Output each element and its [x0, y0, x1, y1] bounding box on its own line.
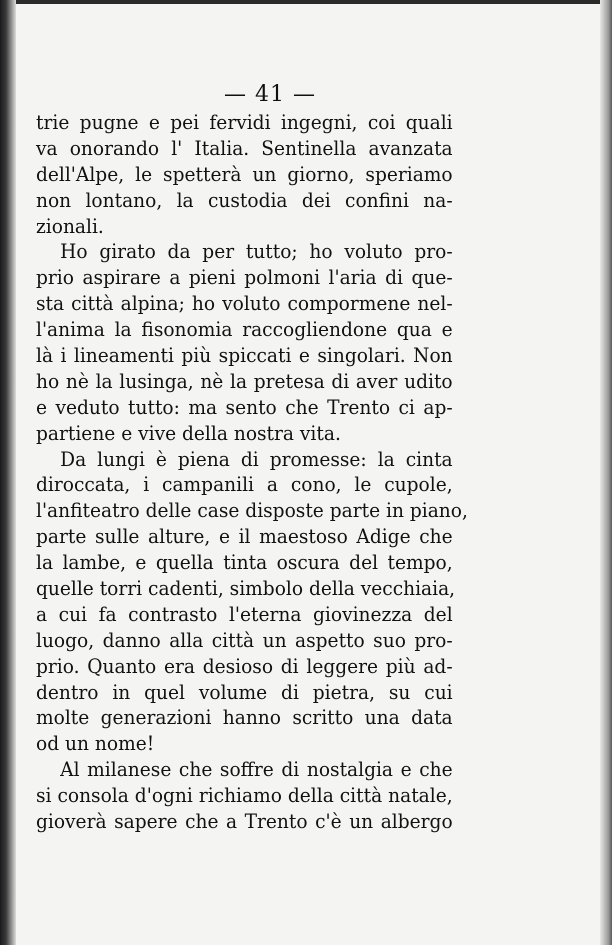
text-line: quelle torri cadenti, simbolo della vecchiaia, — [36, 576, 456, 601]
body-text — [36, 110, 468, 835]
text-line: parte sulle alture, e il maestoso Adige che — [36, 524, 453, 549]
text-line: Ho girato da per tutto; ho voluto pro- — [60, 239, 453, 264]
text-line: Da lungi è piena di promesse: la cinta — [60, 446, 453, 471]
page-right-edge — [600, 0, 612, 945]
text-line: prio aspirare a pieni polmoni l'aria di que- — [36, 265, 453, 290]
text-line: Al milanese che soffre di nostalgia e che — [60, 757, 453, 782]
text-line: gioverà sapere che a Trento c'è un albergo — [36, 809, 453, 834]
text-line: l'anima la fisonomia raccogliendone qua e — [36, 317, 453, 342]
page-number: — 41 — — [224, 82, 316, 107]
text-line: molte generazioni hanno scritto una data — [36, 705, 453, 730]
text-line: zionali. — [36, 213, 104, 238]
text-line: prio. Quanto era desioso di leggere più ad- — [36, 653, 453, 678]
text-line: luogo, danno alla città un aspetto suo pro- — [36, 627, 453, 652]
text-line: dell'Alpe, le spetterà un giorno, speriamo — [36, 161, 453, 186]
text-line: dentro in quel volume di pietra, su cui — [36, 679, 453, 704]
text-line: sta città alpina; ho voluto compormene nel- — [36, 291, 453, 316]
text-line: od un nome! — [36, 731, 155, 756]
text-line: diroccata, i campanili a cono, le cupole, — [36, 472, 453, 497]
text-line: a cui fa contrasto l'eterna giovinezza del — [36, 601, 453, 626]
text-line: la lambe, e quella tinta oscura del tempo, — [36, 550, 453, 575]
text-line: partiene e vive della nostra vita. — [36, 420, 341, 445]
text-line: non lontano, la custodia dei confini na- — [36, 187, 453, 212]
text-line: l'anfiteatro delle case disposte parte in piano, — [36, 498, 468, 523]
text-line: si consola d'ogni richiamo della città natale, — [36, 783, 453, 808]
text-line: e veduto tutto: ma sento che Trento ci ap- — [36, 394, 453, 419]
text-line: là i lineamenti più spiccati e singolari. Non — [36, 343, 453, 368]
text-line: trie pugne e pei fervidi ingegni, coi quali — [36, 110, 453, 134]
book-spine-shadow — [0, 0, 16, 945]
page-top-edge — [0, 0, 612, 4]
text-line: ho nè la lusinga, nè la pretesa di aver udito — [36, 368, 453, 393]
text-line: va onorando l' Italia. Sentinella avanzata — [36, 135, 453, 160]
